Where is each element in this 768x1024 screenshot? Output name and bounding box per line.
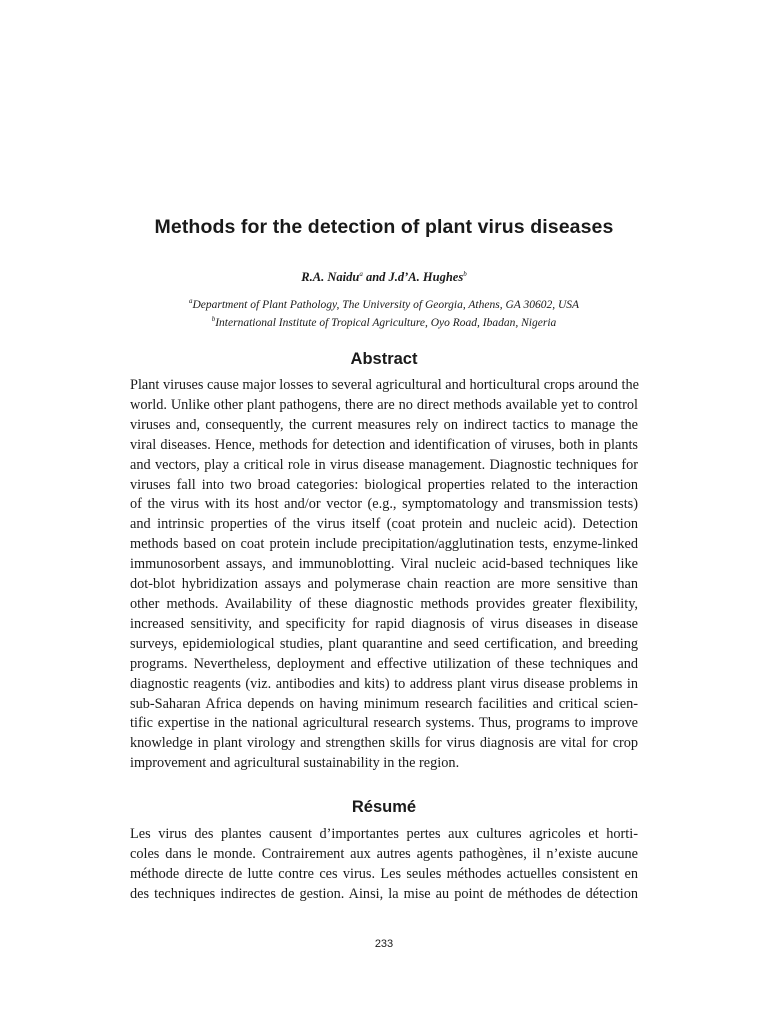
- text-line: viruses fall into two broad categories: biological properties related to the interaction: [130, 476, 638, 493]
- authors-conjunction: and: [362, 270, 389, 285]
- author-line: [0, 270, 768, 285]
- text-line: world. Unlike other plant pathogens, there are no direct methods available yet to control: [130, 396, 638, 413]
- author-1-affil-mark: a: [359, 270, 363, 278]
- text-line: Les virus des plantes causent d’importantes pertes aux cultures agricoles et horti-: [130, 826, 638, 842]
- text-line: knowledge in plant virology and strengthen skills for virus diagnosis are vital for crop: [130, 735, 638, 752]
- affiliation-a: [0, 297, 768, 311]
- text-line: and intrinsic properties of the virus itself (coat protein and nucleic acid). Detection: [130, 516, 638, 533]
- affiliation-a-text: Department of Plant Pathology, The University of Georgia, Athens, GA 30602, USA: [192, 298, 580, 311]
- text-line: of the virus with its host and/or vector (e.g., symptomatology and transmission tests): [130, 496, 638, 513]
- resume-body: [130, 825, 638, 905]
- text-line: and vectors, play a critical role in virus disease management. Diagnostic techniques for: [130, 456, 638, 473]
- text-line: diagnostic reagents (viz. antibodies and kits) to address plant virus disease problems in: [130, 675, 638, 692]
- affiliation-b-text: International Institute of Tropical Agriculture, Oyo Road, Ibadan, Nigeria: [215, 316, 557, 329]
- text-line: methods based on coat protein include precipitation/agglutination tests, enzyme-linked: [130, 536, 638, 553]
- text-line: increased sensitivity, and specificity for rapid diagnosis of virus diseases in disease: [130, 615, 638, 632]
- text-line: sub-Saharan Africa depends on having minimum research facilities and critical scien-: [130, 695, 638, 712]
- page-number: 233: [374, 938, 394, 950]
- author-2-affil-mark: b: [463, 270, 467, 278]
- text-line: viral diseases. Hence, methods for detection and identification of viruses, both in plants: [130, 436, 638, 453]
- text-line: other methods. Availability of these diagnostic methods provides greater flexibility,: [130, 595, 638, 612]
- author-1: R.A. Naidu: [301, 270, 360, 285]
- abstract-body: [130, 376, 638, 774]
- paper-title: Methods for the detection of plant virus diseases: [154, 216, 614, 238]
- abstract-heading: Abstract: [350, 350, 418, 368]
- text-line: tific expertise in the national agricultural research systems. Thus, programs to improve: [130, 715, 638, 732]
- text-line: viruses and, consequently, the current measures rely on indirect tactics to manage the: [130, 416, 638, 433]
- affiliation-a-mark: a: [188, 297, 193, 305]
- text-line: des techniques indirectes de gestion. Ainsi, la mise au point de méthodes de détection: [130, 885, 638, 902]
- text-line: dot-blot hybridization assays and polymerase chain reaction are more sensitive than: [130, 576, 638, 593]
- text-line: coles dans le monde. Contrairement aux autres agents pathogènes, il n’existe aucune: [130, 845, 638, 862]
- affiliation-b-mark: b: [211, 315, 216, 323]
- text-line: surveys, epidemiological studies, plant quarantine and seed certification, and breeding: [130, 635, 638, 652]
- text-line: Plant viruses cause major losses to several agricultural and horticultural crops around the: [130, 377, 639, 393]
- affiliation-b: [0, 315, 768, 329]
- text-line: improvement and agricultural sustainability in the region.: [130, 755, 460, 772]
- author-2: J.d’A. Hughes: [388, 270, 464, 285]
- text-line: programs. Nevertheless, deployment and effective utilization of these techniques and: [130, 655, 638, 672]
- text-line: immunosorbent assays, and immunoblotting. Viral nucleic acid-based techniques like: [130, 556, 638, 573]
- text-line: méthode directe de lutte contre ces virus. Les seules méthodes actuelles consistent en: [130, 865, 638, 882]
- resume-heading: Résumé: [351, 798, 417, 816]
